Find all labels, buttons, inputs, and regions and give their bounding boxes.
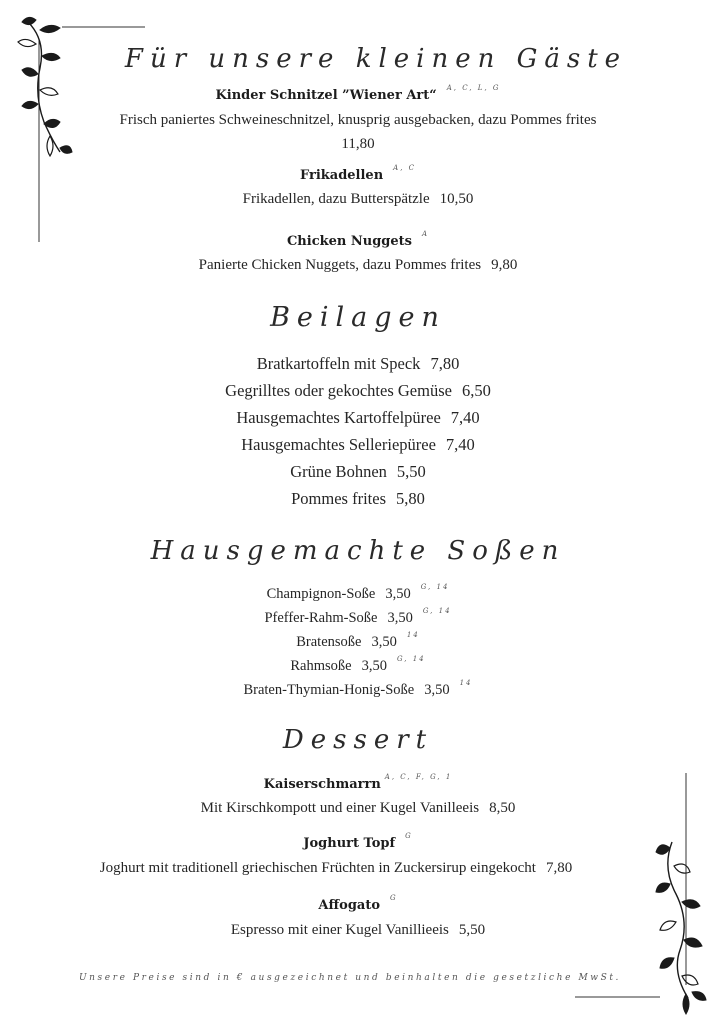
side-dish-line: [0, 462, 716, 482]
item-name: Frikadellen: [299, 168, 384, 183]
item-price: 11,80: [341, 136, 375, 152]
sauce-name: Rahmsoße: [290, 658, 352, 674]
item-description: Joghurt mit traditionell griechischen Früchten in Zuckersirup eingekocht: [99, 860, 536, 876]
sauce-name: Braten-Thymian-Honig-Soße: [243, 682, 415, 698]
item-description: Frisch paniertes Schweineschnitzel, knusprig ausgebacken, dazu Pommes frites: [119, 112, 597, 128]
side-dish-name: Hausgemachtes Selleriepüree: [241, 435, 436, 454]
allergen-codes: G, 14: [420, 583, 450, 591]
side-dish-name: Gegrilltes oder gekochtes Gemüse: [225, 381, 452, 400]
allergen-codes: G: [405, 832, 413, 840]
sauce-price: 3,50: [387, 610, 413, 626]
item-price: 5,50: [458, 922, 486, 938]
item-name: Kaiserschmarrn: [263, 777, 381, 792]
sauce-price: 3,50: [385, 586, 411, 602]
item-name: Joghurt Topf: [303, 836, 396, 851]
allergen-codes: G: [390, 894, 398, 902]
allergen-codes: A, C: [393, 164, 417, 172]
item-description: Panierte Chicken Nuggets, dazu Pommes frites: [198, 257, 482, 273]
item-description: Frikadellen, dazu Butterspätzle: [242, 191, 430, 207]
sauce-line: [0, 655, 716, 675]
footer-note: Unsere Preise sind in € ausgezeichnet und beinhalten die gesetzliche MwSt.: [78, 973, 622, 983]
item-name: Chicken Nuggets: [286, 234, 412, 249]
side-dish-line: [0, 381, 716, 401]
allergen-codes: G, 14: [396, 655, 426, 663]
menu-item-title: [0, 164, 716, 183]
section-title-dessert: Dessert: [282, 725, 434, 755]
side-dish-line: [0, 489, 716, 509]
side-dish-line: [0, 435, 716, 455]
item-name: Kinder Schnitzel ”Wiener Art“: [215, 88, 437, 103]
allergen-codes: 14: [459, 679, 473, 687]
section-title-sides: Beilagen: [270, 302, 446, 333]
menu-item-title: [0, 773, 716, 792]
sauce-name: Pfeffer-Rahm-Soße: [264, 610, 378, 626]
menu-item-title: [0, 230, 716, 249]
item-price: 8,50: [489, 800, 516, 816]
item-description: Mit Kirschkompott und einer Kugel Vanilleeis: [200, 800, 480, 816]
item-description-line: [0, 860, 694, 877]
item-description-line: [0, 922, 716, 939]
item-price: 9,80: [491, 257, 518, 273]
side-dish-name: Pommes frites: [291, 489, 386, 508]
side-dish-price: 5,50: [396, 462, 426, 481]
sauce-line: [0, 583, 716, 603]
item-price: 10,50: [439, 191, 474, 207]
menu-item-title: [0, 894, 716, 913]
item-description-line: [0, 191, 716, 208]
side-dish-line: [0, 354, 716, 374]
allergen-codes: 14: [406, 631, 420, 639]
side-dish-line: [0, 408, 716, 428]
side-dish-price: 7,40: [445, 435, 475, 454]
sauce-line: [0, 631, 716, 651]
sauce-price: 3,50: [371, 634, 397, 650]
side-dish-price: 7,80: [430, 354, 460, 373]
sauce-price: 3,50: [424, 682, 450, 698]
section-title-sauces: Hausgemachte Soßen: [150, 536, 566, 566]
sauce-line: [0, 607, 716, 627]
item-description-line: [0, 257, 716, 274]
side-dish-price: 6,50: [461, 381, 491, 400]
sauce-line: [0, 679, 716, 699]
sauce-name: Bratensoße: [296, 634, 362, 650]
allergen-codes: A: [421, 230, 430, 238]
allergen-codes: G, 14: [422, 607, 452, 615]
side-dish-price: 5,80: [396, 489, 425, 508]
section-title-kids: Für unsere kleinen Gäste: [124, 44, 628, 74]
item-price: 7,80: [545, 860, 573, 876]
side-dish-name: Bratkartoffeln mit Speck: [256, 354, 421, 373]
side-dish-price: 7,40: [450, 408, 480, 427]
menu-item-title: [0, 832, 716, 851]
allergen-codes: A, C, L, G: [446, 84, 501, 92]
item-description-line: [0, 800, 716, 817]
sauce-name: Champignon-Soße: [266, 586, 376, 602]
item-description: Espresso mit einer Kugel Vanillieeis: [230, 922, 449, 938]
item-name: Affogato: [318, 898, 381, 913]
sauce-price: 3,50: [361, 658, 387, 674]
side-dish-name: Hausgemachtes Kartoffelpüree: [236, 408, 441, 427]
side-dish-name: Grüne Bohnen: [290, 462, 387, 481]
menu-item-title: [0, 84, 716, 103]
allergen-codes: A, C, F, G, 1: [384, 773, 453, 781]
